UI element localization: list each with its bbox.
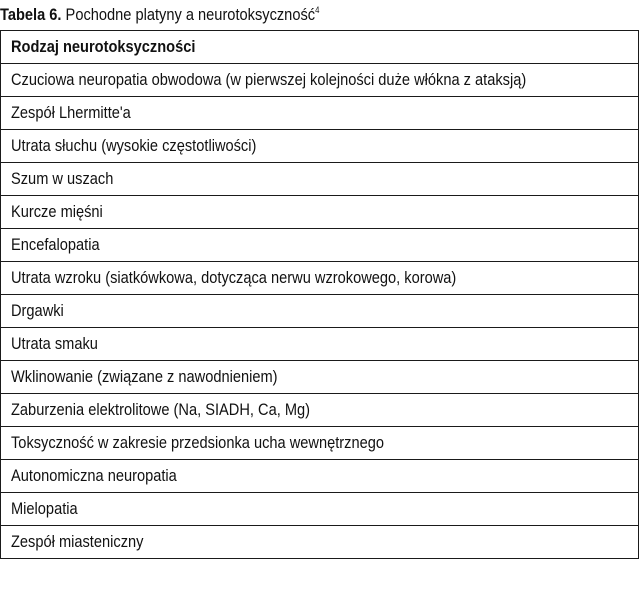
table-row	[1, 361, 639, 394]
table-caption-label: Tabela 6.	[0, 5, 62, 24]
table-cell	[1, 196, 639, 229]
table-row	[1, 64, 639, 97]
table-cell	[1, 64, 639, 97]
table-cell-text: Czuciowa neuropatia obwodowa (w pierwszej kolejności duże włókna z ataksją)	[11, 70, 527, 89]
table-cell	[1, 361, 639, 394]
table-cell-text: Wklinowanie (związane z nawodnieniem)	[11, 367, 278, 386]
table-row	[1, 130, 639, 163]
table-cell	[1, 130, 639, 163]
table-cell	[1, 460, 639, 493]
table-row	[1, 394, 639, 427]
table-row	[1, 460, 639, 493]
table-cell-text: Utrata smaku	[11, 334, 98, 353]
table-row	[1, 328, 639, 361]
table-cell	[1, 163, 639, 196]
column-header-label: Rodzaj neurotoksyczności	[11, 37, 196, 56]
table-cell-text: Mielopatia	[11, 499, 78, 518]
table-cell-text: Zaburzenia elektrolitowe (Na, SIADH, Ca, Mg)	[11, 400, 311, 419]
table-row	[1, 262, 639, 295]
table-cell	[1, 262, 639, 295]
table-cell	[1, 97, 639, 130]
table-row	[1, 493, 639, 526]
table-header-row	[1, 31, 639, 64]
table-cell-text: Zespół miasteniczny	[11, 532, 144, 551]
table-row	[1, 97, 639, 130]
table-cell	[1, 295, 639, 328]
table-cell	[1, 493, 639, 526]
table-cell	[1, 526, 639, 559]
table-cell-text: Zespół Lhermitte'a	[11, 103, 131, 122]
table-cell-text: Autonomiczna neuropatia	[11, 466, 177, 485]
column-header	[1, 31, 639, 64]
table-cell	[1, 427, 639, 460]
table-cell-text: Kurcze mięśni	[11, 202, 103, 221]
table-cell	[1, 394, 639, 427]
table-cell-text: Encefalopatia	[11, 235, 100, 254]
reference-superscript: 4	[315, 5, 320, 15]
table-cell	[1, 229, 639, 262]
table-cell-text: Utrata słuchu (wysokie częstotliwości)	[11, 136, 257, 155]
table-cell-text: Szum w uszach	[11, 169, 114, 188]
table-row	[1, 163, 639, 196]
table-cell-text: Utrata wzroku (siatkówkowa, dotycząca nerwu wzrokowego, korowa)	[11, 268, 457, 287]
table-cell-text: Drgawki	[11, 301, 64, 320]
table-row	[1, 229, 639, 262]
neurotoxicity-table	[0, 30, 639, 559]
table-row	[1, 196, 639, 229]
table-caption-title: Pochodne platyny a neurotoksyczność	[65, 5, 316, 24]
table-caption	[0, 0, 319, 30]
table-cell	[1, 328, 639, 361]
table-cell-text: Toksyczność w zakresie przedsionka ucha wewnętrznego	[11, 433, 384, 452]
table-row	[1, 295, 639, 328]
table-row	[1, 427, 639, 460]
table-row	[1, 526, 639, 559]
